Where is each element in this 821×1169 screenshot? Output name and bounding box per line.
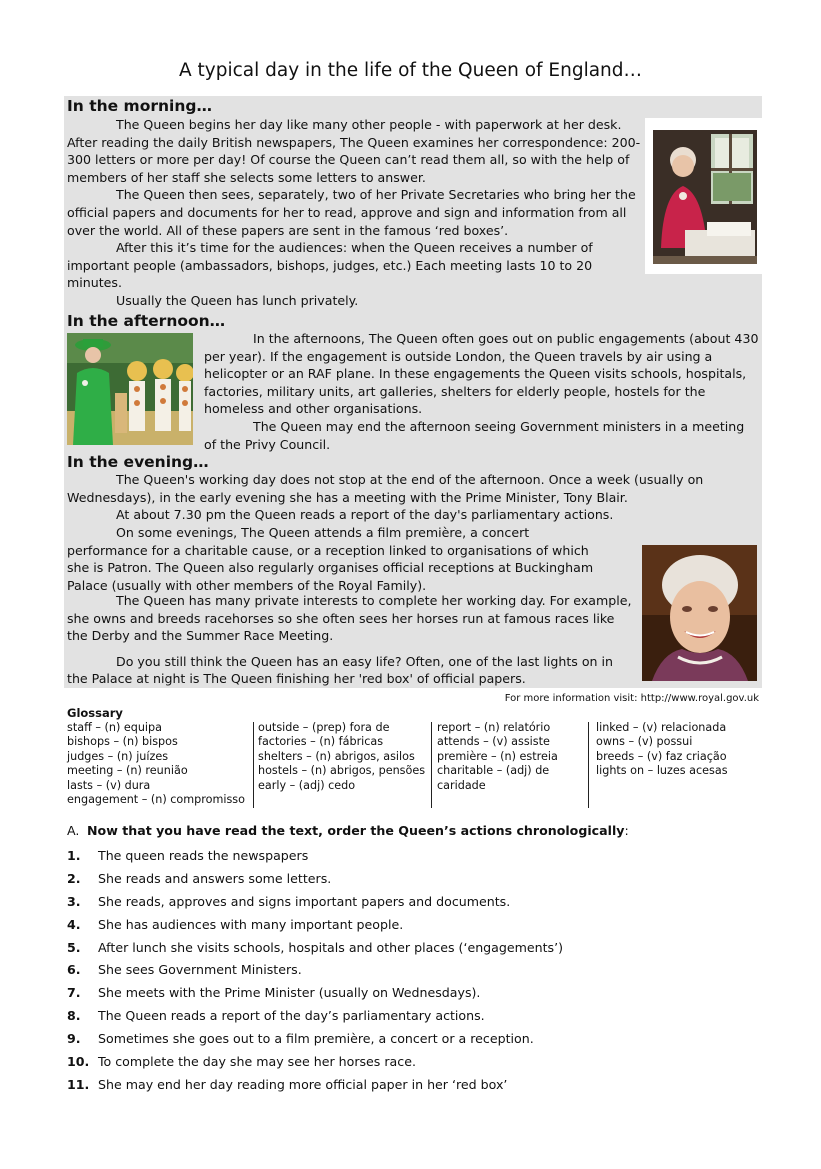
evening-text-top: [67, 471, 739, 524]
glossary-column-1: [67, 721, 245, 807]
glossary-entry: première – (n) estreia: [437, 749, 558, 763]
item-text: To complete the day she may see her horses race.: [98, 1054, 416, 1070]
afternoon-heading: In the afternoon…: [67, 312, 226, 330]
glossary-entry: shelters – (n) abrigos, asilos: [258, 749, 415, 763]
glossary-column-2: [258, 721, 425, 793]
item-text: She meets with the Prime Minister (usually on Wednesdays).: [98, 985, 481, 1001]
glossary-entry: meeting – (n) reunião: [67, 764, 188, 778]
morning-heading: In the morning…: [67, 97, 212, 115]
morning-text: [67, 116, 645, 310]
glossary-entry: judges – (n) juízes: [67, 749, 169, 763]
item-number: 2.: [67, 870, 81, 886]
exercise-instruction: A. Now that you have read the text, order the Queen’s actions chronologically:: [67, 823, 629, 838]
item-number: 9.: [67, 1031, 81, 1047]
glossary-entry: hostels – (n) abrigos, pensões: [258, 764, 426, 778]
glossary-entry: breeds – (v) faz criação: [596, 749, 727, 763]
item-number: 4.: [67, 916, 81, 932]
page-title: A typical day in the life of the Queen of England…: [178, 60, 643, 81]
item-number: 7.: [67, 985, 81, 1001]
item-text: She sees Government Ministers.: [98, 962, 302, 978]
glossary-entry: linked – (v) relacionada: [596, 721, 727, 734]
exercise-instruction-text: Now that you have read the text, order the Queen’s actions chronologically: [87, 823, 625, 838]
glossary-entry: engagement – (n) compromisso: [67, 793, 245, 807]
glossary-entry: report – (n) relatório: [437, 721, 551, 734]
evening-text-bottom: [67, 524, 737, 594]
evening-paragraph: The Queen has many private interests to complete her working day. For example, she owns and breeds racehorses so she often sees her horses run at famous races like the Derby and the Summer Race Meeting.: [67, 593, 632, 644]
morning-paragraph: After reading the daily British newspapers, The Queen examines her correspondence: 200-300 letters or more per day! Of course the Queen can’t read them all, so with the help of members of her staff she selects some letters to answer.: [67, 134, 641, 185]
glossary-divider: [431, 722, 432, 808]
item-text: The Queen reads a report of the day’s parliamentary actions.: [98, 1008, 485, 1024]
glossary-title: Glossary: [67, 706, 123, 720]
glossary-entry: lights on – luzes acesas: [596, 764, 728, 778]
item-text: She may end her day reading more official paper in her ‘red box’: [98, 1076, 508, 1092]
queen-portrait-photo: [642, 545, 757, 681]
exercise-list: [67, 848, 563, 1100]
glossary-entry: attends – (v) assiste: [437, 735, 550, 749]
evening-text-bottom-2: [67, 592, 633, 688]
list-item: [67, 985, 563, 1008]
glossary-entry: outside – (prep) fora de: [258, 721, 390, 734]
item-number: 1.: [67, 848, 81, 863]
evening-heading: In the evening…: [67, 453, 209, 471]
item-number: 8.: [67, 1008, 81, 1024]
item-number: 3.: [67, 893, 81, 909]
afternoon-paragraph: In the afternoons, The Queen often goes out on public engagements (about 430 per year). If the engagement is outside London, the Queen travels by air using a helicopter or an RAF plane. In these engagements the Queen visits schools, hospitals, factories, military units, art galleries, shelters for elderly people, hostels for the homeless and other organisations.: [204, 331, 759, 417]
morning-paragraph: After this it’s time for the audiences: when the Queen receives a number of important people (ambassadors, bishops, judges, etc.) Each meeting lasts 10 to 20 minutes.: [67, 240, 593, 291]
glossary-divider: [253, 722, 254, 808]
item-text: She reads, approves and signs important papers and documents.: [98, 893, 511, 909]
evening-paragraph: Do you still think the Queen has an easy life? Often, one of the last lights on in the Palace at night is The Queen finishing her 'red box' of official papers.: [67, 653, 614, 687]
item-text: She reads and answers some letters.: [98, 870, 332, 886]
glossary-column-4: [596, 721, 728, 779]
list-item: [67, 1054, 563, 1077]
glossary-entry: early – (adj) cedo: [258, 778, 356, 792]
list-item: [67, 917, 563, 940]
afternoon-text: [204, 330, 760, 453]
glossary-entry: factories – (n) fábricas: [258, 735, 384, 749]
afternoon-paragraph: The Queen may end the afternoon seeing Government ministers in a meeting of the Privy Council.: [204, 418, 745, 452]
item-number: 5.: [67, 939, 81, 955]
item-text: The queen reads the newspapers: [98, 848, 309, 863]
evening-paragraph: At about 7.30 pm the Queen reads a report of the day's parliamentary actions.: [116, 507, 614, 523]
exercise-letter: A.: [67, 823, 80, 838]
glossary-entry: bishops – (n) bispos: [67, 735, 178, 749]
glossary-entry: charitable – (adj) de: [437, 764, 550, 778]
item-text: She has audiences with many important people.: [98, 916, 404, 932]
evening-paragraph: The Queen's working day does not stop at the end of the afternoon. Once a week (usually on Wednesdays), in the early evening she has a meeting with the Prime Minister, Tony Blair.: [67, 472, 704, 505]
glossary-entry: caridade: [437, 778, 486, 792]
list-item: [67, 1008, 563, 1031]
glossary-entry: staff – (n) equipa: [67, 721, 163, 734]
list-item: [67, 962, 563, 985]
item-text: Sometimes she goes out to a film première, a concert or a reception.: [98, 1031, 534, 1047]
item-number: 10.: [67, 1054, 90, 1070]
morning-paragraph: The Queen then sees, separately, two of her Private Secretaries who bring her the official papers and documents for her to read, approve and sign and information from all over the world. All of these papers are sent in the famous ‘red boxes’.: [67, 187, 636, 238]
glossary-entry: lasts – (v) dura: [67, 778, 151, 792]
queen-engagement-photo: [67, 333, 193, 445]
item-number: 6.: [67, 962, 81, 978]
list-item: [67, 1031, 563, 1054]
list-item: [67, 940, 563, 963]
glossary-divider: [588, 722, 589, 808]
list-item: [67, 848, 563, 871]
evening-paragraph: On some evenings, The Queen attends a film première, a concert performance for a charitable cause, or a reception linked to organisations of which she is Patron. The Queen also regularly organises official receptions at Buckingham Palace (usually with other members of the Royal Family).: [67, 525, 594, 593]
list-item: [67, 894, 563, 917]
glossary-column-3: [437, 721, 558, 793]
glossary-entry: owns – (v) possui: [596, 735, 693, 749]
morning-paragraph: Usually the Queen has lunch privately.: [116, 292, 359, 308]
more-info-link[interactable]: For more information visit: http://www.royal.gov.uk: [504, 693, 759, 704]
list-item: [67, 871, 563, 894]
item-text: After lunch she visits schools, hospitals and other places (‘engagements’): [98, 939, 564, 955]
queen-at-desk-photo: [645, 118, 762, 274]
list-item: [67, 1077, 563, 1100]
morning-paragraph: The Queen begins her day like many other people - with paperwork at her desk.: [116, 117, 622, 132]
item-number: 11.: [67, 1076, 90, 1092]
